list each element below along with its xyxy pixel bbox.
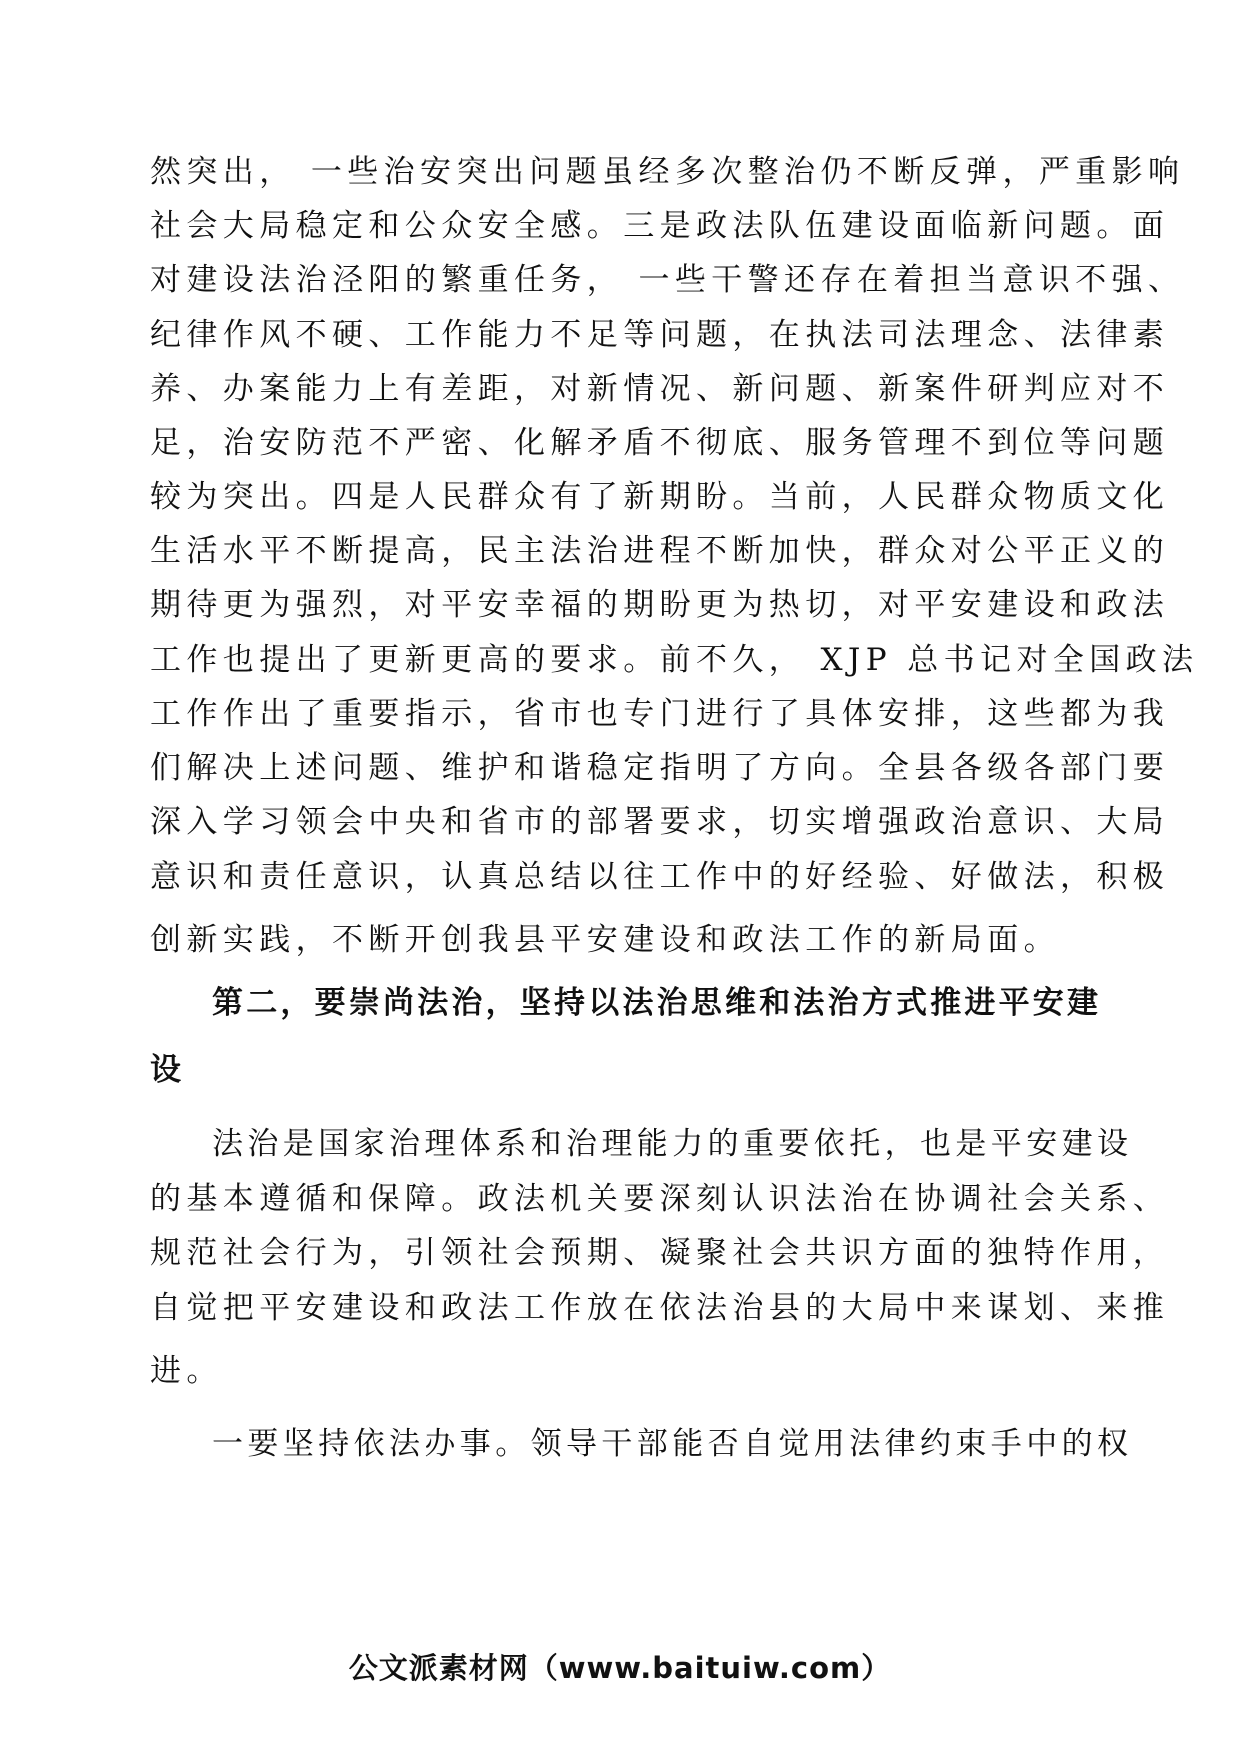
paragraph-2-line-4: 自觉把平安建设和政法工作放在依法治县的大局中来谋划、来推 [150, 1290, 1170, 1326]
paragraph-2-line-5: 进。 [150, 1353, 223, 1389]
paragraph-1-line-7: 较为突出。四是人民群众有了新期盼。当前，人民群众物质文化 [150, 479, 1170, 515]
paragraph-1-line-15: 创新实践，不断开创我县平安建设和政法工作的新局面。 [150, 922, 1060, 958]
paragraph-1-line-4: 纪律作风不硬、工作能力不足等问题，在执法司法理念、法律素 [150, 317, 1170, 353]
paragraph-1-line-3: 对建设法治泾阳的繁重任务， 一些干警还存在着担当意识不强、 [150, 262, 1185, 298]
section-heading-line-1: 第二，要崇尚法治，坚持以法治思维和法治方式推进平安建 [212, 985, 1102, 1021]
paragraph-2-line-2: 的基本遵循和保障。政法机关要深刻认识法治在协调社会关系、 [150, 1181, 1170, 1217]
paragraph-2-line-1: 法治是国家治理体系和治理能力的重要依托，也是平安建设 [212, 1126, 1133, 1162]
paragraph-1-line-9: 期待更为强烈，对平安幸福的期盼更为热切，对平安建设和政法 [150, 587, 1170, 623]
paragraph-1-line-12: 们解决上述问题、维护和谐稳定指明了方向。全县各级各部门要 [150, 750, 1170, 786]
paragraph-1-line-1: 然突出， 一些治安突出问题虽经多次整治仍不断反弹，严重影响 [150, 154, 1185, 190]
paragraph-1-line-13: 深入学习领会中央和省市的部署要求，切实增强政治意识、大局 [150, 804, 1170, 840]
paragraph-2-line-3: 规范社会行为，引领社会预期、凝聚社会共识方面的独特作用， [150, 1235, 1170, 1271]
paragraph-1-line-14: 意识和责任意识，认真总结以往工作中的好经验、好做法，积极 [150, 859, 1170, 895]
footer-source-text: 公文派素材网（www.baituiw.com） [348, 1651, 892, 1685]
paragraph-1-line-11: 工作作出了重要指示，省市也专门进行了具体安排，这些都为我 [150, 696, 1170, 732]
paragraph-1-line-2: 社会大局稳定和公众安全感。三是政法队伍建设面临新问题。面 [150, 208, 1170, 244]
paragraph-3-line-1: 一要坚持依法办事。领导干部能否自觉用法律约束手中的权 [212, 1426, 1133, 1462]
paragraph-1-line-5: 养、办案能力上有差距，对新情况、新问题、新案件研判应对不 [150, 371, 1170, 407]
paragraph-1-line-10: 工作也提出了更新更高的要求。前不久， XJP 总书记对全国政法 [150, 642, 1199, 678]
paragraph-1-line-8: 生活水平不断提高，民主法治进程不断加快，群众对公平正义的 [150, 533, 1170, 569]
section-heading-line-2: 设 [150, 1052, 185, 1088]
paragraph-1-line-6: 足，治安防范不严密、化解矛盾不彻底、服务管理不到位等问题 [150, 425, 1170, 461]
